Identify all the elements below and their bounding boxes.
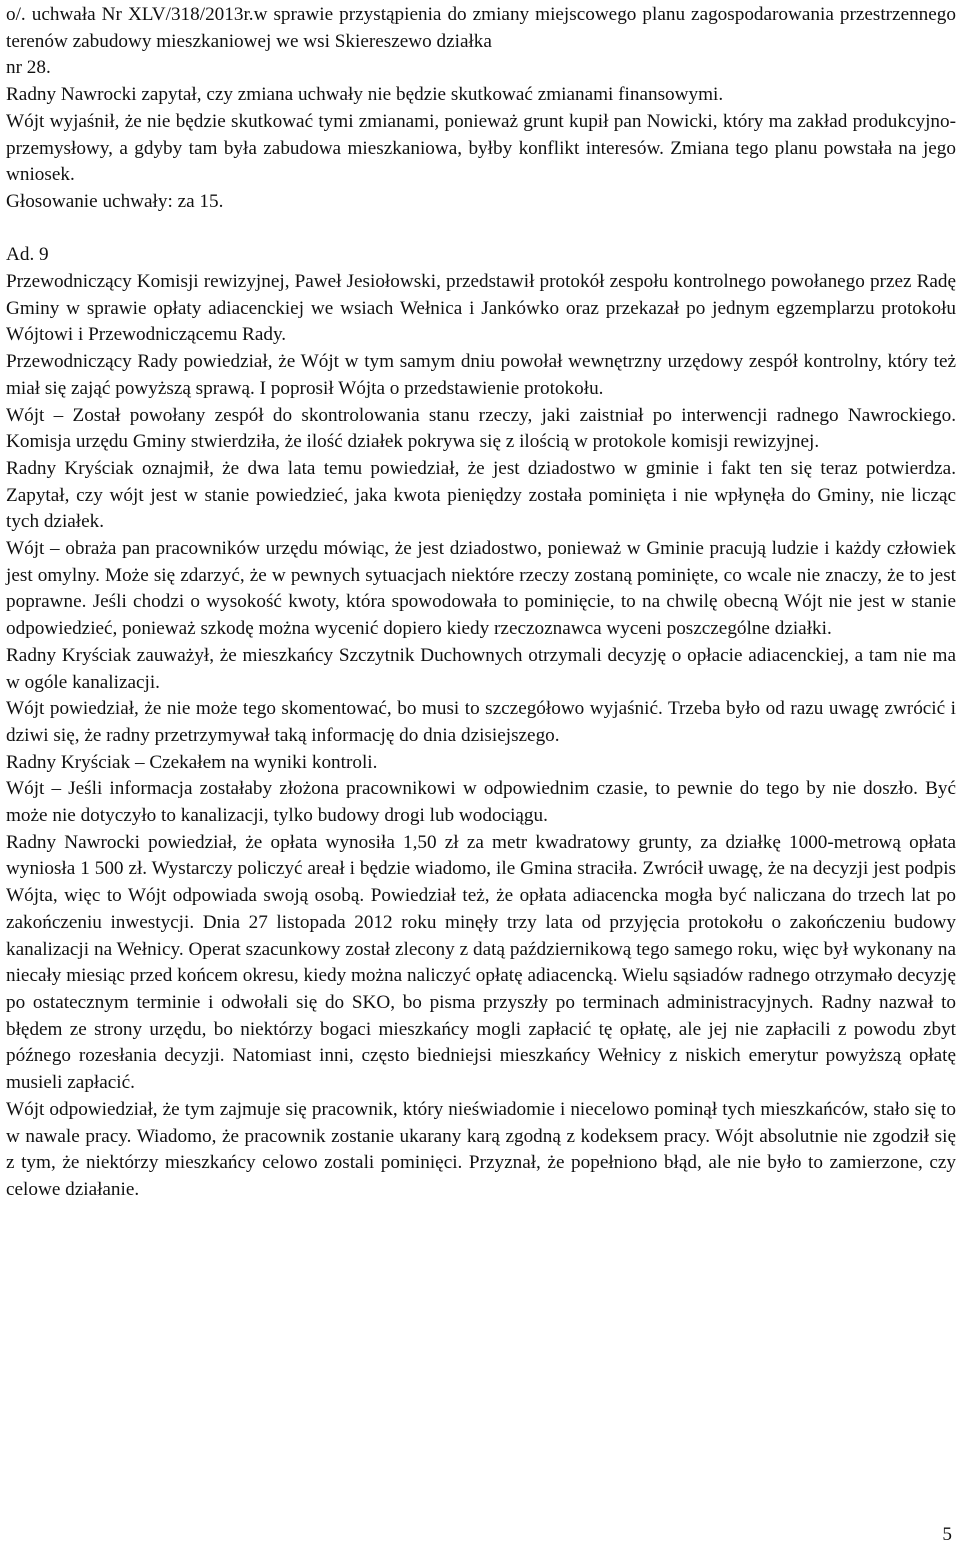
- page-number: 5: [942, 1524, 952, 1545]
- paragraph-wojt-team: Wójt – Został powołany zespół do skontrolowania stanu rzeczy, jaki zaistniał po interwencji radnego Nawrockiego. Komisja urzędu Gminy stwierdziła, że ilość działek pokrywa się z ilością w protokole komisji rewizyjnej.: [6, 404, 956, 453]
- paragraph-krysciak-szczytniki: Radny Kryściak zauważył, że mieszkańcy Szczytnik Duchownych otrzymali decyzję o opłacie adiacenckiej, a tam nie ma w ogóle kanalizacji.: [6, 644, 956, 693]
- blank-line: [6, 216, 956, 243]
- paragraph-chairman-statement: Przewodniczący Rady powiedział, że Wójt w tym samym dniu powołał wewnętrzny urzędowy zespół kontrolny, który też miał się zająć powyższą sprawą. I poprosił Wójta o przedstawienie protokołu.: [6, 351, 956, 399]
- paragraph-wojt-explanation: Wójt wyjaśnił, że nie będzie skutkować tymi zmianami, ponieważ grunt kupił pan Nowicki, który ma zakład produkcyjno-przemysłowy, a gdyby tam była zabudowa mieszkaniowa, byłby konflikt interesów. Zmiana tego planu powstała na jego wniosek.: [6, 110, 956, 186]
- paragraph-wojt-employee: Wójt odpowiedział, że tym zajmuje się pracownik, który nieświadomie i niecelowo pominął tych mieszkańców, stało się to w nawale pracy. Wiadomo, że pracownik zostanie ukarany karą zgodną z kodeksem pracy. Wójt absolutnie nie zgodził się z tym, że niektórzy mieszkańcy celowo zostali pominięci. Przyznał, że popełniono błąd, ale nie było to zamierzone, czy celowe działanie.: [6, 1098, 956, 1200]
- paragraph-resolution-xlv: o/. uchwała Nr XLV/318/2013r.w sprawie przystąpienia do zmiany miejscowego planu zagospodarowania przestrzennego terenów zabudowy mieszkaniowej we wsi Skiereszewo działka: [6, 4, 956, 52]
- paragraph-wojt-information: Wójt – Jeśli informacja zostałaby złożona pracownikowi w odpowiednim czasie, to pewnie do tego by nie doszło. Być może nie dotyczyło to kanalizacji, tylko budowy drogi lub wodociągu.: [6, 778, 956, 827]
- paragraph-krysciak-remark: Radny Kryściak oznajmił, że dwa lata temu powiedział, że jest dziadostwo w gminie i fakt ten się teraz potwierdza. Zapytał, czy wójt jest w stanie powiedzieć, jaka kwota pieniędzy została pominięta i nie wpłynęła do Gminy, nie licząc tych działek.: [6, 457, 956, 533]
- paragraph-vote-result: Głosowanie uchwały: za 15.: [6, 190, 224, 212]
- paragraph-krysciak-waiting: Radny Kryściak – Czekałem na wyniki kontroli.: [6, 751, 378, 773]
- paragraph-nawrocki-fee: Radny Nawrocki powiedział, że opłata wynosiła 1,50 zł za metr kwadratowy grunty, za działkę 1000-metrową opłata wyniosła 1 500 zł. Wystarczy policzyć areał i będzie wiadomo, ile Gmina straciła. Zwrócił uwagę, że na decyzji jest podpis Wójta, więc to Wójt odpowiada swoją osobą. Powiedział też, że opłata adiacencka mogła być naliczana do trzech lat po zakończeniu inwestycji. Dnia 27 listopada 2012 roku minęły trzy lata od przyjęcia protokołu o zakończeniu budowy kanalizacji na Wełnicy. Operat szacunkowy został zlecony z datą październikową tego samego roku, więc był wykonany na niecały miesiąc przed końcem okresu, kiedy można naliczyć opłatę adiacencką. Wielu sąsiadów radnego otrzymało decyzję po ostatecznym terminie i odwołali się do SKO, bo pisma przyszły po terminach administracyjnych. Radny nazwał to błędem ze strony urzędu, bo niektórzy bogaci mieszkańcy mogli zapłacić tę opłatę, ale jej nie zapłacili z powodu zbyt późnego rozesłania decyzji. Natomiast inni, często biedniejsi mieszkańcy Wełnicy z niskich emerytur powyższą opłatę musieli zapłacić.: [6, 831, 956, 1094]
- section-heading-ad-9: Ad. 9: [6, 244, 49, 266]
- paragraph-nawrocki-question: Radny Nawrocki zapytał, czy zmiana uchwały nie będzie skutkować zmianami finansowymi.: [6, 84, 724, 106]
- paragraph-wojt-clarify: Wójt powiedział, że nie może tego skomentować, bo musi to szczegółowo wyjaśnić. Trzeba było od razu uwagę zwrócić i dziwi się, że radny przetrzymywał taką informację do dnia dzisiejszego.: [6, 698, 956, 746]
- paragraph-wojt-response: Wójt – obraża pan pracowników urzędu mówiąc, że jest dziadostwo, ponieważ w Gminie pracują ludzie i każdy człowiek jest omylny. Może się zdarzyć, że w pewnych sytuacjach niektóre rzeczy zostaną pominięte, co wcale nie znaczy, że to jest poprawne. Jeśli chodzi o wysokość kwoty, która spowodowała to pominięcie, to na chwilę obecną Wójt nie jest w stanie odpowiedzieć, ponieważ szkodę można wycenić dopiero kiedy rzeczoznawca wyceni poszczególne działki.: [6, 538, 956, 640]
- paragraph-audit-committee: Przewodniczący Komisji rewizyjnej, Paweł Jesiołowski, przedstawił protokół zespołu kontrolnego powołanego przez Radę Gminy w sprawie opłaty adiacenckiej we wsiach Wełnica i Jankówko oraz przekazał po jednym egzemplarzu protokołu Wójtowi i Przewodniczącemu Rady.: [6, 271, 956, 346]
- paragraph-plot-number: nr 28.: [6, 57, 51, 79]
